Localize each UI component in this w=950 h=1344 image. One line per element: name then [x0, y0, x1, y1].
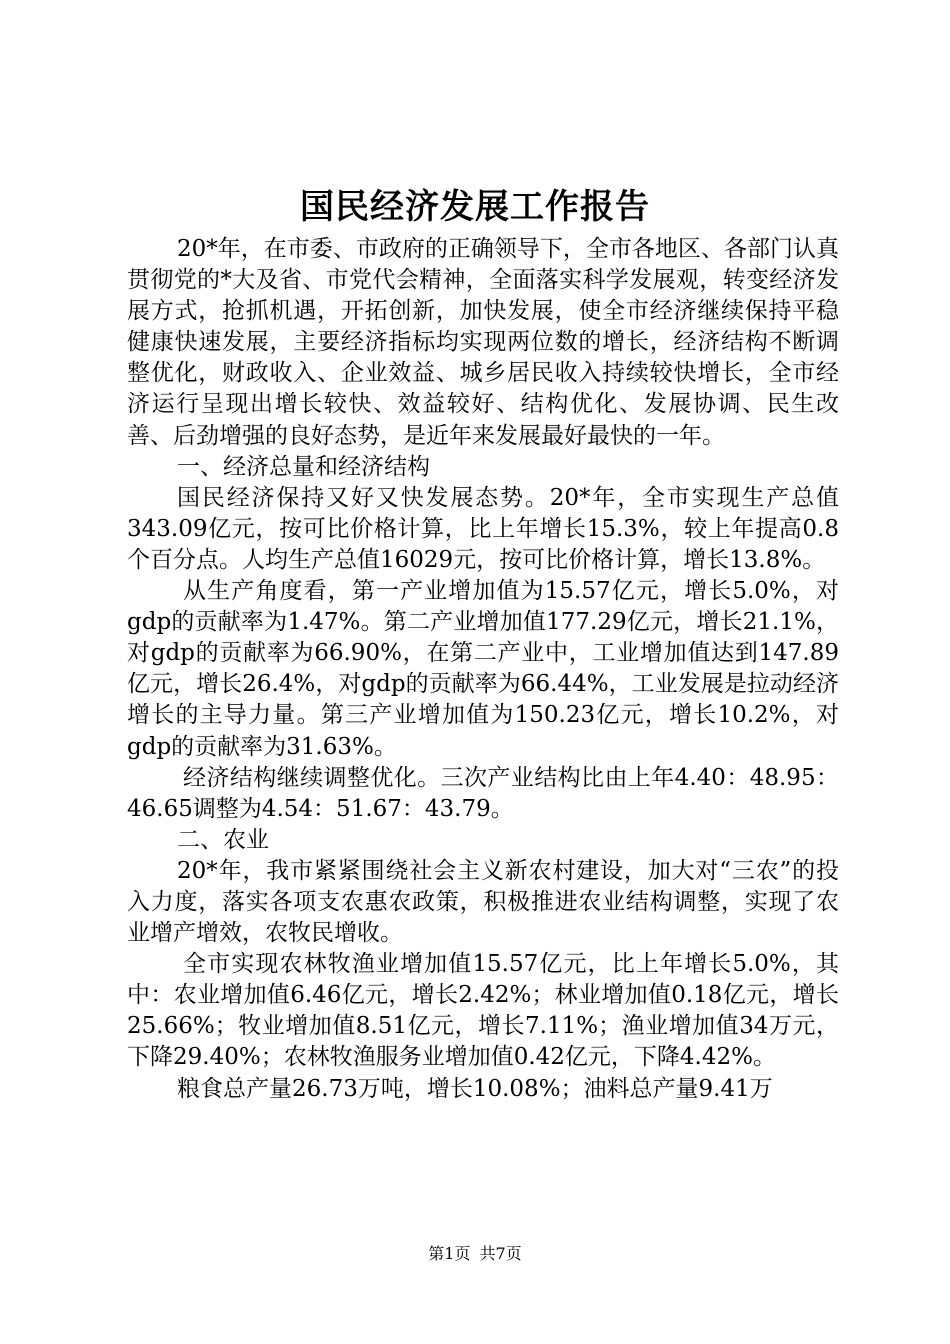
document-body	[127, 234, 839, 1105]
paragraph-intro: 20*年，在市委、市政府的正确领导下，全市各地区、各部门认真贯彻党的*大及省、市党代会精神，全面落实科学发展观，转变经济发展方式，抢抓机遇，开拓创新，加快发展，使全市经济继续保持平稳健康快速发展，主要经济指标均实现两位数的增长，经济结构不断调整优化，财政收入、企业效益、城乡居民收入持续较快增长，全市经济运行呈现出增长较快、效益较好、结构优化、发展协调、民生改善、后劲增强的良好态势，是近年来发展最好最快的一年。	[127, 236, 839, 449]
paragraph-structure: 经济结构继续调整优化。三次产业结构比由上年4.40：48.95：46.65调整为4.54：51.67：43.79。	[127, 764, 839, 822]
section-heading-agriculture: 二、农业	[177, 826, 269, 853]
paragraph-agriculture-values: 全市实现农林牧渔业增加值15.57亿元，比上年增长5.0%，其中：农业增加值6.46亿元，增长2.42%；林业增加值0.18亿元，增长25.66%；牧业增加值8.51亿元，增长7.11%；渔业增加值34万元，下降29.40%；农林牧渔服务业增加值0.42亿元，下降4.42%。	[127, 951, 839, 1071]
paragraph-gdp: 国民经济保持又好又快发展态势。20*年，全市实现生产总值343.09亿元，按可比价格计算，比上年增长15.3%，较上年提高0.8个百分点。人均生产总值16029元，按可比价格计算，增长13.8%。	[127, 484, 839, 573]
page-footer	[0, 1243, 950, 1265]
paragraph-production: 从生产角度看，第一产业增加值为15.57亿元，增长5.0%，对gdp的贡献率为1.47%。第二产业增加值177.29亿元，增长21.1%，对gdp的贡献率为66.90%，在第二产业中，工业增加值达到147.89亿元，增长26.4%，对gdp的贡献率为66.44%，工业发展是拉动经济增长的主导力量。第三产业增加值为150.23亿元，增长10.2%，对gdp的贡献率为31.63%。	[127, 578, 839, 760]
paragraph-grain: 粮食总产量26.73万吨，增长10.08%；油料总产量9.41万	[177, 1075, 773, 1102]
document-title: 国民经济发展工作报告	[300, 187, 650, 227]
page-number: 第1页	[428, 1244, 471, 1263]
section-heading-economy: 一、经济总量和经济结构	[177, 453, 430, 480]
page-total: 共7页	[479, 1244, 522, 1263]
paragraph-agriculture-intro: 20*年，我市紧紧围绕社会主义新农村建设，加大对“三农”的投入力度，落实各项支农惠农政策，积极推进农业结构调整，实现了农业增产增效，农牧民增收。	[127, 857, 839, 947]
